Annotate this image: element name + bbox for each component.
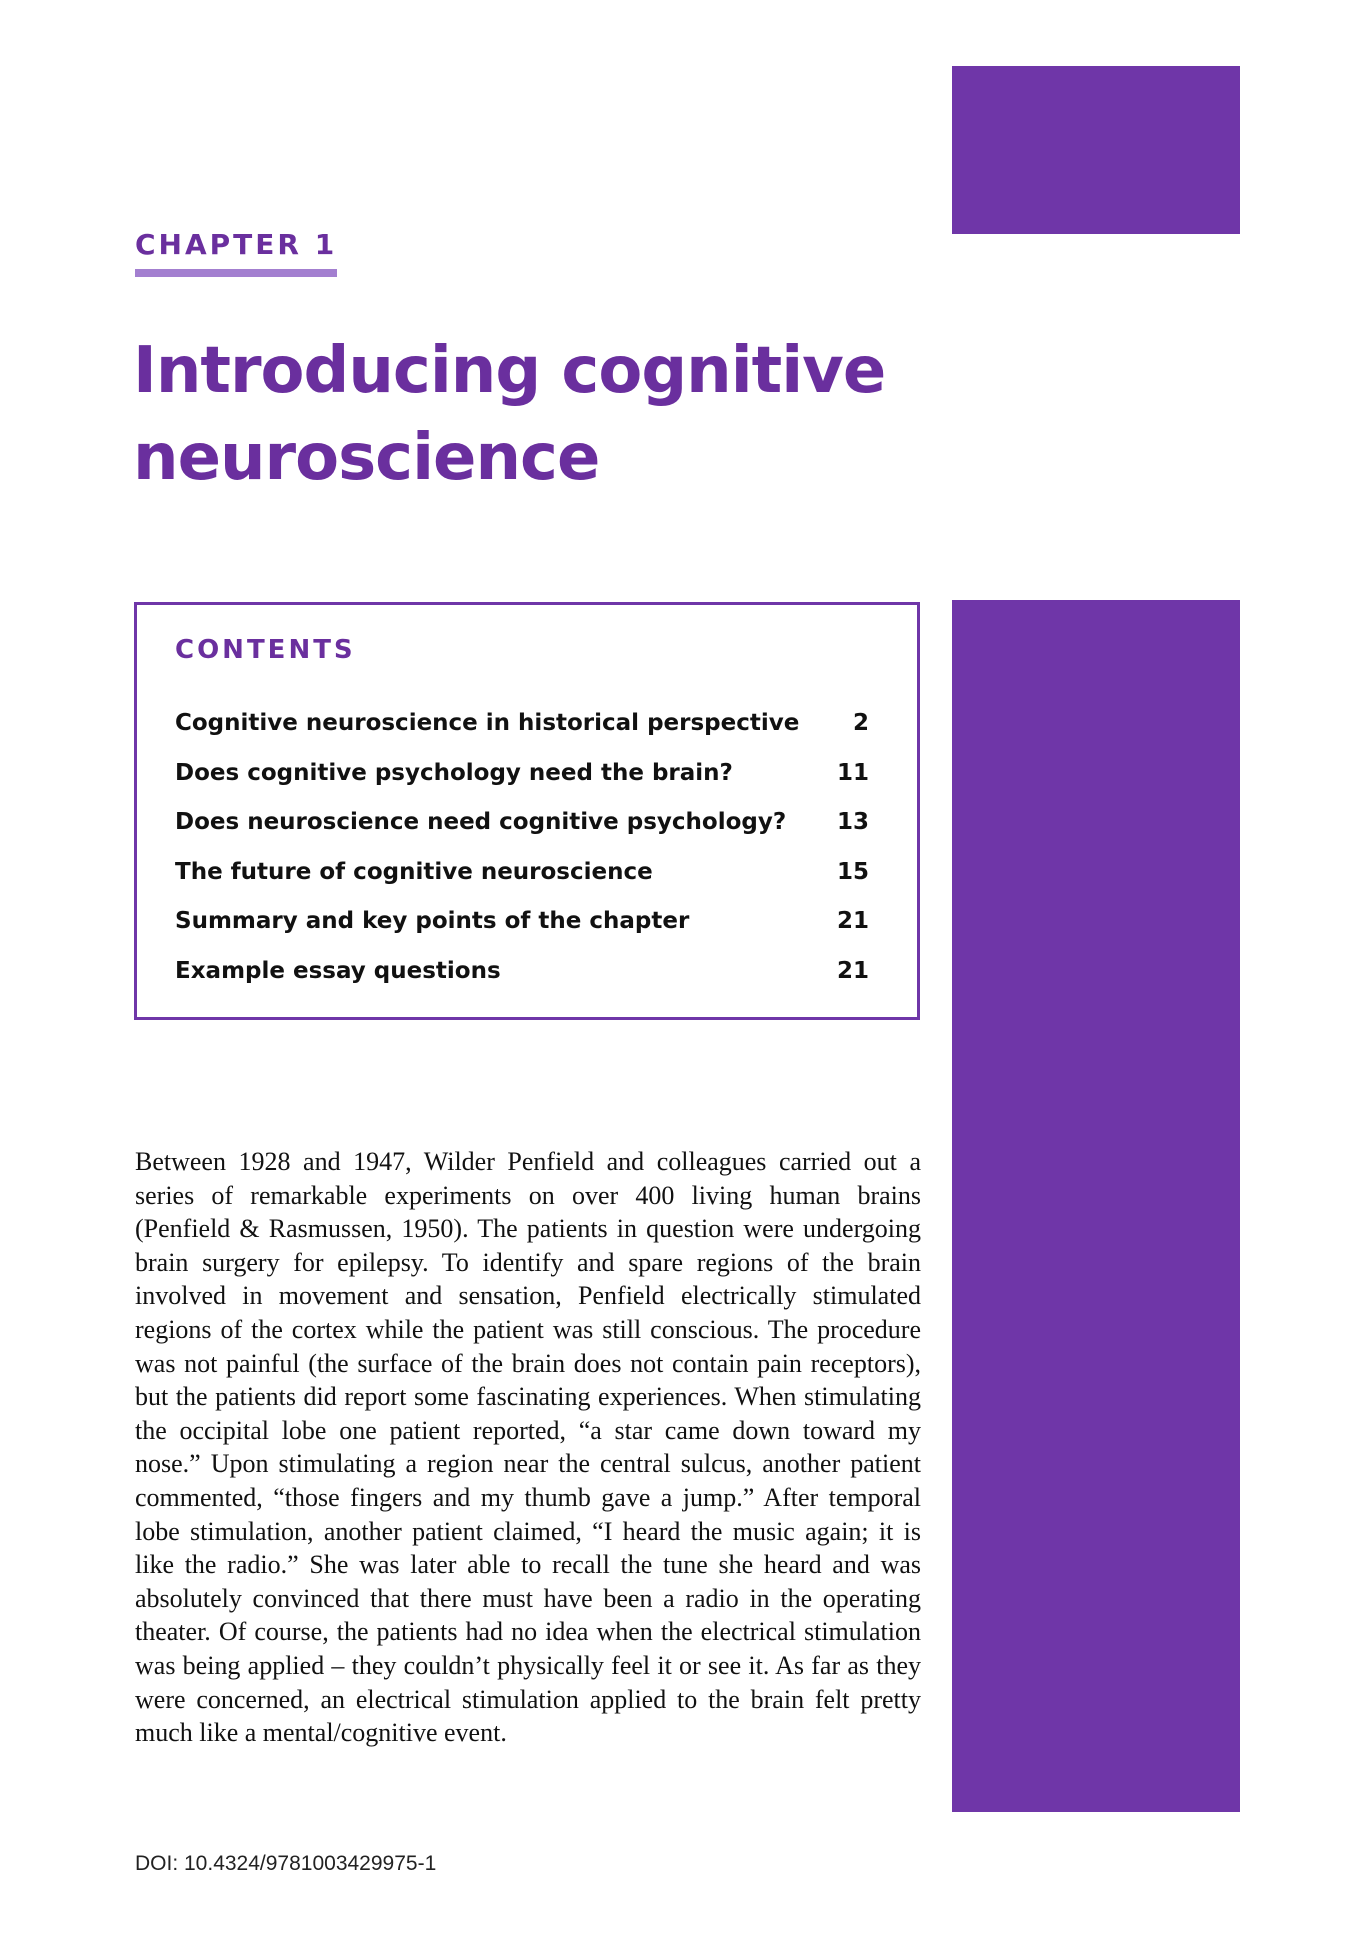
contents-item[interactable]	[175, 809, 869, 859]
contents-item-page: 11	[836, 759, 869, 786]
contents-item-page: 13	[836, 809, 869, 835]
decorative-top-block	[952, 66, 1240, 234]
contents-item-title: Cognitive neuroscience in historical perspective	[175, 710, 800, 736]
contents-list	[175, 710, 869, 1007]
contents-item-title: Example essay questions	[175, 957, 501, 984]
contents-box	[134, 602, 920, 1020]
contents-item[interactable]	[175, 958, 869, 1008]
contents-item-page: 2	[852, 710, 869, 736]
contents-item[interactable]	[175, 908, 869, 958]
contents-item-title: The future of cognitive neuroscience	[175, 858, 653, 885]
contents-item-title: Does neuroscience need cognitive psychology?	[175, 809, 787, 835]
contents-heading: CONTENTS	[175, 635, 356, 665]
chapter-title: Introducing cognitive neuroscience	[133, 334, 886, 495]
decorative-side-block	[952, 600, 1240, 1812]
contents-item[interactable]	[175, 760, 869, 810]
contents-item[interactable]	[175, 710, 869, 760]
contents-item-page: 15	[836, 858, 869, 885]
body-paragraph: Between 1928 and 1947, Wilder Penfield and colleagues carried out a series of remarkable experiments on over 400 living human brains (Penfield & Rasmussen, 1950). The patients in question were undergoing brain surgery for epilepsy. To identify and spare regions of the brain involved in movement and sensation, Penfield electrically stimulated regions of the cortex while the patient was still conscious. The procedure was not painful (the surface of the brain does not contain pain receptors), but the patients did report some fascinating experiences. When stimulating the occipital lobe one patient reported, “a star came down toward my nose.” Upon stimulating a region near the central sulcus, another patient commented, “those fingers and my thumb gave a jump.” After temporal lobe stimulation, another patient claimed, “I heard the music again; it is like the radio.” She was later able to recall the tune she heard and was absolutely convinced that there must have been a radio in the operating theater. Of course, the patients had no idea when the electrical stimulation was being applied – they couldn’t physically feel it or see it. As far as they were concerned, an electrical stimulation applied to the brain felt pretty much like a mental/cognitive event.	[135, 1147, 921, 1748]
contents-item-page: 21	[836, 908, 869, 934]
chapter-label: CHAPTER 1	[135, 228, 337, 277]
contents-item-title: Does cognitive psychology need the brain?	[175, 759, 733, 786]
contents-item-title: Summary and key points of the chapter	[175, 908, 690, 934]
contents-item[interactable]	[175, 859, 869, 909]
contents-item-page: 21	[836, 957, 869, 984]
doi-footer: DOI: 10.4324/9781003429975-1	[135, 1852, 437, 1875]
